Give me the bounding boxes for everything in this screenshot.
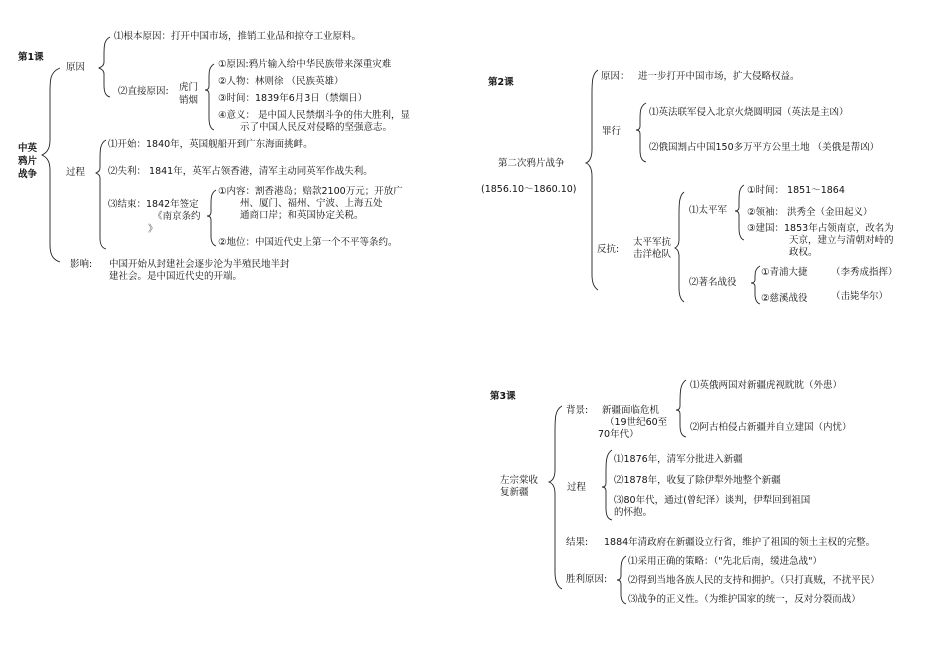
lesson1-impact-line1: 中国开始从封建社会逐步沦为半殖民地半封 bbox=[109, 259, 290, 270]
lesson2-cause-label: 原因： bbox=[601, 71, 630, 82]
lesson2-taiping-item-3-cont2: 政权。 bbox=[789, 247, 818, 258]
lesson3-background-label: 背景: bbox=[566, 405, 589, 416]
lesson1-root-cause: ⑴根本原因：打开中国市场，推销工业品和掠夺工业原料。 bbox=[114, 31, 362, 42]
lesson2-taiping-item-3: ③建国：1853年占领南京，改名为 bbox=[747, 223, 894, 234]
lesson1-impact-label: 影响: bbox=[70, 259, 93, 270]
bracket-l1-direct bbox=[205, 64, 214, 130]
lesson3-process-label: 过程 bbox=[567, 482, 587, 493]
lesson3-reason-3: ⑶战争的正义性。（为维护国家的统一，反对分裂而战） bbox=[628, 594, 861, 605]
bracket-l2-taiping bbox=[735, 185, 744, 240]
lesson2-taiping-item-3-cont: 天京，建立与清朝对峙的 bbox=[789, 235, 894, 246]
bracket-l3-main bbox=[549, 406, 562, 589]
lesson3-process-item-1: ⑴1876年，清军分批进入新疆 bbox=[614, 454, 743, 465]
lesson1-treaty-content-line3: 通商口岸；和英国协定关税。 bbox=[240, 210, 364, 221]
lesson2-battle-1-name: ①青浦大捷 bbox=[761, 267, 808, 278]
lesson3-result-label: 结果: bbox=[566, 537, 589, 548]
lesson1-process-label: 过程 bbox=[66, 167, 86, 178]
lesson1-direct-item-3: ③时间：1839年6月3日（禁烟日） bbox=[218, 93, 368, 104]
lesson1-process-start: ⑴开始：1840年，英国舰船开到广东海面挑衅。 bbox=[108, 139, 313, 150]
lesson2-cause-text: 进一步打开中国市场，扩大侵略权益。 bbox=[638, 71, 800, 82]
lesson1-impact-line2: 建社会。是中国近代史的开端。 bbox=[109, 271, 243, 282]
bracket-l3-background bbox=[676, 380, 686, 437]
bracket-l1-process bbox=[96, 140, 106, 249]
lesson3-topic-line2: 复新疆 bbox=[500, 487, 529, 498]
lesson2-topic-dates: (1856.10～1860.10) bbox=[481, 184, 577, 195]
lesson1-direct-event-line2: 销烟 bbox=[179, 95, 199, 106]
bracket-l1-end bbox=[207, 190, 216, 246]
lesson1-direct-item-2: ②人物：林则徐 （民族英雄） bbox=[218, 76, 344, 87]
lesson2-topic: 第二次鸦片战争 bbox=[498, 158, 565, 169]
lesson3-process-item-2: ⑵1878年，收复了除伊犁外地整个新疆 bbox=[614, 475, 781, 486]
lesson1-process-end-line2: 《南京条约 bbox=[153, 211, 201, 222]
lesson3-crisis-line2: （19世纪60至 bbox=[605, 417, 668, 428]
lesson2-battle-2-note: （击毙华尔） bbox=[831, 291, 889, 302]
lesson1-label: 第1课 bbox=[18, 52, 44, 63]
lesson3-topic-line1: 左宗棠收 bbox=[500, 475, 539, 486]
lesson1-treaty-status: ②地位：中国近代史上第一个不平等条约。 bbox=[218, 237, 398, 248]
lesson3-process-item-3: ⑶80年代，通过(曾纪泽）谈判，伊犁回到祖国 bbox=[614, 495, 811, 506]
bracket-l2-crimes bbox=[636, 103, 646, 162]
lesson3-crisis-line3: 70年代） bbox=[598, 429, 639, 440]
bracket-l2-main bbox=[586, 70, 598, 290]
lesson3-result-text: 1884年清政府在新疆设立行省，维护了祖国的领土主权的完整。 bbox=[604, 537, 876, 548]
lesson1-topic-line1: 中英 bbox=[18, 143, 38, 154]
lesson2-battle-1-note: （李秀成指挥） bbox=[831, 267, 898, 278]
lesson3-reason-1: ⑴采用正确的策略：（"先北后南，缓进急战"） bbox=[628, 556, 822, 567]
lesson2-crimes-label: 罪行 bbox=[602, 126, 622, 137]
bracket-l1-cause bbox=[99, 37, 110, 97]
bracket-l2-battles bbox=[751, 266, 760, 304]
bracket-l2-resist bbox=[675, 192, 684, 302]
lesson3-label: 第3课 bbox=[490, 391, 516, 402]
lesson1-process-loss: ⑵失利： 1841年，英军占领香港，清军主动同英军作战失利。 bbox=[108, 166, 373, 177]
lesson1-direct-item-4-cont: 示了中国人民反对侵略的坚强意志。 bbox=[240, 122, 393, 133]
lesson2-crime-2: ⑵俄国割占中国150多万平方公里土地 （美俄是帮凶） bbox=[649, 142, 880, 153]
lesson1-topic-line3: 战争 bbox=[18, 169, 38, 180]
lesson1-direct-cause-label: ⑵直接原因: bbox=[118, 86, 169, 97]
lesson3-reasons-label: 胜利原因: bbox=[566, 574, 608, 585]
lesson1-direct-item-4: ④意义： 是中国人民禁烟斗争的伟大胜利，显 bbox=[218, 110, 411, 121]
lesson1-direct-item-1: ①原因:鸦片输入给中华民族带来深重灾难 bbox=[218, 59, 392, 70]
lesson1-treaty-content-line2: 州、厦门、福州、宁波、上海五处 bbox=[240, 198, 383, 209]
lesson2-resist-sub-line2: 击洋枪队 bbox=[633, 249, 672, 260]
lesson2-resist-sub-line1: 太平军抗 bbox=[633, 237, 672, 248]
lesson3-background-item-2: ⑵阿古柏侵占新疆并自立建国（内忧） bbox=[690, 422, 852, 433]
lesson2-battles-label: ⑵著名战役 bbox=[689, 277, 737, 288]
lesson1-process-end-line1: ⑶结束：1842年签定 bbox=[108, 199, 199, 210]
lesson3-process-item-3-cont: 的怀抱。 bbox=[614, 507, 653, 518]
lesson2-crime-1: ⑴英法联军侵入北京火烧圆明园（英法是主凶） bbox=[649, 107, 849, 118]
lesson1-topic-line2: 鸦片 bbox=[18, 156, 38, 167]
lesson3-crisis-line1: 新疆面临危机 bbox=[602, 405, 660, 416]
lesson1-treaty-content-line1: ①内容：割香港岛；赔款2100万元；开放广 bbox=[218, 186, 403, 197]
lesson1-process-end-line3: 》 bbox=[148, 224, 158, 235]
lesson3-reason-2: ⑵得到当地各族人民的支持和拥护。（只打真贼，不扰平民） bbox=[628, 575, 880, 586]
bracket-l1-main bbox=[42, 68, 60, 262]
lesson2-label: 第2课 bbox=[488, 77, 514, 88]
lesson2-taiping-item-1: ①时间： 1851～1864 bbox=[747, 185, 845, 196]
lesson1-cause-label: 原因 bbox=[66, 62, 86, 73]
lesson2-taiping-item-2: ②领袖： 洪秀全（金田起义） bbox=[747, 207, 873, 218]
bracket-l3-reasons bbox=[617, 556, 626, 604]
lesson2-resist-label: 反抗: bbox=[597, 244, 620, 255]
lesson2-battle-2-name: ②慈溪战役 bbox=[761, 293, 808, 304]
lesson3-background-item-1: ⑴英俄两国对新疆虎视眈眈（外患） bbox=[690, 380, 843, 391]
lesson2-taiping-label: ⑴太平军 bbox=[689, 205, 728, 216]
bracket-l3-process bbox=[602, 450, 612, 520]
lesson1-direct-event-line1: 虎门 bbox=[179, 82, 199, 93]
